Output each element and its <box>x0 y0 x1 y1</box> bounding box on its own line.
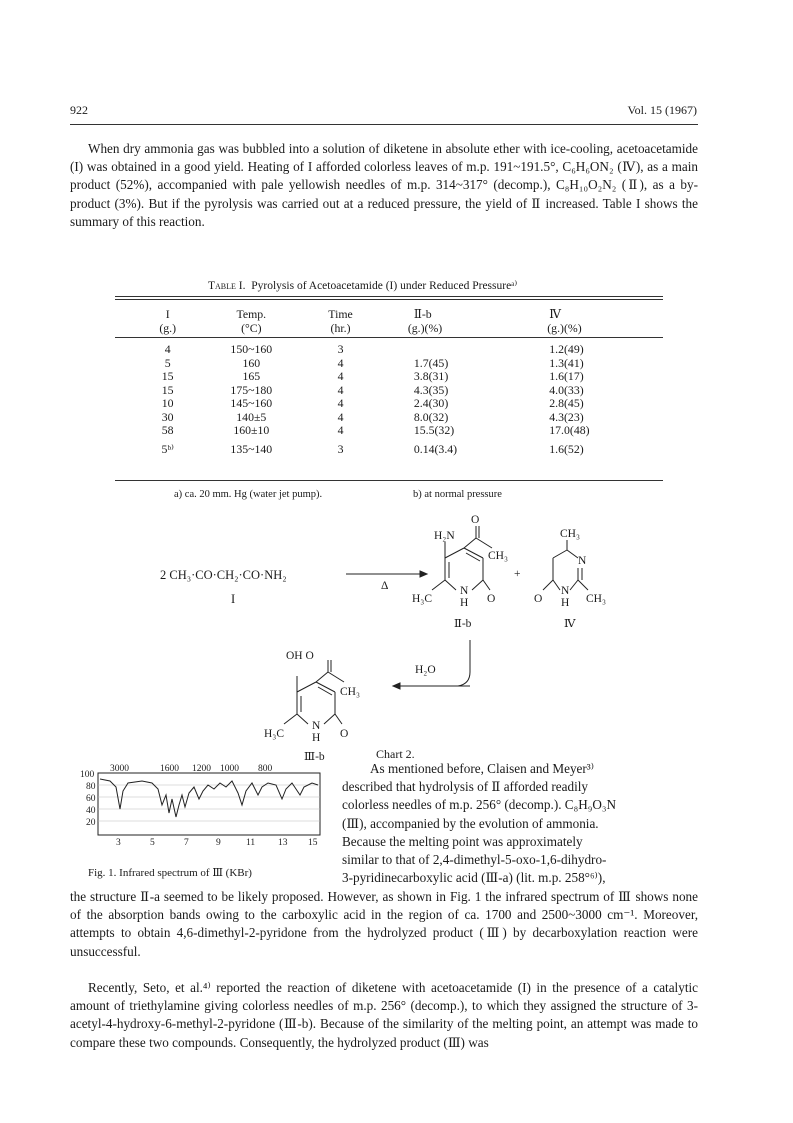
iv-n: N <box>561 585 570 597</box>
cell: 58 <box>161 423 174 437</box>
ir-y-tick: 20 <box>86 818 96 828</box>
plus-sign: + <box>514 568 521 580</box>
ir-y-tick: 40 <box>86 806 96 816</box>
col-header-i: I <box>165 307 170 321</box>
table-caption-prefix: Table I. <box>208 280 246 292</box>
iiib-n: N <box>312 720 321 732</box>
iiib-oh-o: OH O <box>286 650 314 662</box>
cell: 4.3(35) <box>413 382 449 397</box>
col-unit-time: (hr.) <box>330 320 351 335</box>
ir-bottom-tick: 15 <box>308 838 318 848</box>
cell: 5 <box>164 355 171 370</box>
cell: 160±10 <box>233 423 270 437</box>
para2-line: As mentioned before, Claisen and Meyer³⁾ <box>370 761 594 776</box>
ir-y-tick: 100 <box>80 770 95 780</box>
ir-bottom-tick: 13 <box>278 838 288 848</box>
table-footnote-b: b) at normal pressure <box>413 489 502 500</box>
cell: 0.14(3.4) <box>413 441 458 456</box>
cell: 160 <box>242 355 261 370</box>
para2-column <box>342 760 698 887</box>
cell: 4.3(23) <box>549 409 584 424</box>
iib-o-top: O <box>471 514 480 526</box>
iib-o-ring: O <box>487 593 496 605</box>
cell: 8.0(32) <box>413 409 449 424</box>
para2-continuation: the structure Ⅱ-a seemed to be likely proposed. However, as shown in Fig. 1 the infrared spectrum of Ⅲ shows none of the absorption bands owing to the carboxylic acid in the region of ca. 1700 and 2500~3000 cm⁻¹. Moreover, attempts to obtain 4,6-dimethyl-2-pyridone from the hydrolyzed product (Ⅲ) by decarboxylation reaction were unsuccessful. <box>70 889 698 959</box>
iib-ch3: CH₃ <box>488 550 508 562</box>
cell: 4.0(33) <box>549 382 584 397</box>
ir-top-tick: 1200 <box>192 764 211 774</box>
ir-spectrum-figure <box>80 764 326 855</box>
cell: 17.0(48) <box>549 423 590 437</box>
ir-grid <box>98 785 320 821</box>
iiib-o: O <box>340 728 349 740</box>
cell: 5ᵇ⁾ <box>161 441 174 456</box>
cell: 15 <box>161 382 174 397</box>
cell: 145~160 <box>230 396 273 410</box>
cell: 3 <box>337 441 344 456</box>
para2-line: 3-pyridinecarboxylic acid (Ⅲ-a) (lit. m.p. 258°⁶⁾), <box>342 870 606 886</box>
reaction-arrow-head <box>420 571 427 577</box>
cell: 1.3(41) <box>549 355 584 370</box>
cell: 1.7(45) <box>413 355 449 370</box>
cell: 3.8(31) <box>413 369 449 383</box>
cell: 4 <box>337 369 344 383</box>
cell: 10 <box>161 396 174 410</box>
ir-figure-caption: Fig. 1. Infrared spectrum of Ⅲ (KBr) <box>88 867 252 879</box>
water-label: H₂O <box>415 664 436 676</box>
cell: 4 <box>337 409 344 424</box>
cell: 30 <box>161 409 174 424</box>
col-unit-temp: (°C) <box>241 320 262 335</box>
col-unit-i: (g.) <box>159 320 177 335</box>
ir-bottom-tick: 11 <box>246 838 256 848</box>
iib-n: N <box>460 585 469 597</box>
para2-line: Because the melting point was approximately <box>342 833 583 849</box>
ir-top-tick: 1600 <box>160 764 179 774</box>
col-header-iib: Ⅱ-b <box>413 307 432 321</box>
cell: 135~140 <box>230 441 273 456</box>
ir-bottom-tick: 5 <box>150 838 155 848</box>
col-unit-iv: (g.)(%) <box>547 320 582 335</box>
col-header-temp: Temp. <box>236 307 267 321</box>
iiib-h: H <box>312 732 321 744</box>
para3 <box>70 979 698 1052</box>
iv-h: H <box>561 597 570 609</box>
para2-line: similar to that of 2,4-dimethyl-5-oxo-1,6-dihydro- <box>342 852 607 868</box>
journal-volume: Vol. 15 (1967) <box>627 103 697 117</box>
cell: 4 <box>337 423 344 437</box>
ring-IIIb <box>284 660 344 724</box>
table-footnote-a: a) ca. 20 mm. Hg (water jet pump). <box>174 489 323 500</box>
reactant-formula: 2 CH₃·CO·CH₂·CO·NH₂ <box>160 568 287 582</box>
cell: 1.6(52) <box>549 441 584 456</box>
reactant-label: I <box>231 592 236 606</box>
ir-y-tick: 60 <box>86 794 96 804</box>
iib-h2n: H₂N <box>434 530 455 542</box>
iiib-label: Ⅲ-b <box>304 751 325 763</box>
cell: 4 <box>337 382 344 397</box>
iiib-h3c: H₃C <box>264 728 284 740</box>
ir-top-tick: 3000 <box>110 764 129 774</box>
cell: 15.5(32) <box>413 423 455 437</box>
iv-o: O <box>534 593 543 605</box>
ir-spectrum-plot <box>80 764 326 855</box>
cell: 4 <box>337 355 344 370</box>
chart-caption: Chart 2. <box>376 747 415 761</box>
ir-y-tick: 80 <box>86 782 96 792</box>
ir-top-tick: 800 <box>258 764 273 774</box>
iv-ch3-top: CH₃ <box>560 528 580 540</box>
cell: 4 <box>164 342 171 356</box>
col-unit-iib: (g.)(%) <box>407 320 443 335</box>
iib-label: Ⅱ-b <box>454 618 472 630</box>
iib-h: H <box>460 597 469 609</box>
ir-bottom-tick: 7 <box>184 838 189 848</box>
page-number: 922 <box>70 103 88 117</box>
para2-line: colorless needles of m.p. 256° (decomp.). C₈H₉O₃N <box>342 797 616 813</box>
cell: 1.2(49) <box>549 342 584 356</box>
iv-n-top: N <box>578 555 587 567</box>
para2-line: described that hydrolysis of Ⅱ afforded readily <box>342 779 589 795</box>
cell: 165 <box>242 369 261 383</box>
col-header-time: Time <box>328 307 353 321</box>
iv-label: Ⅳ <box>564 618 576 630</box>
iv-ch3: CH₃ <box>586 593 606 605</box>
cell: 140±5 <box>236 409 267 424</box>
hydrolysis-arrow <box>458 640 470 686</box>
cell: 2.4(30) <box>413 396 449 410</box>
iib-h3c: H₃C <box>412 593 432 605</box>
col-header-iv: Ⅳ <box>549 307 562 321</box>
cell: 1.6(17) <box>549 369 584 383</box>
cell: 15 <box>161 369 174 383</box>
para3-text: Recently, Seto, et al.⁴⁾ reported the reaction of diketene with acetoacetamide (I) in the presence of a catalytic amount of triethylamine giving colorless needles of m.p. 256° (decomp.), to which they assigned the structure of 3-acetyl-4-hydroxy-6-methyl-2-pyridone (Ⅲ-b). Because of the similarity of the melting point, an attempt was made to compare these two compounds. Consequently, the hydrolyzed product (Ⅲ) was <box>70 980 698 1050</box>
cell: 150~160 <box>230 342 273 356</box>
heat-symbol: Δ <box>381 580 389 592</box>
cell: 3 <box>337 342 344 356</box>
ir-bottom-tick: 9 <box>216 838 221 848</box>
para2-line: (Ⅲ), accompanied by the evolution of ammonia. <box>342 815 599 831</box>
intro-text: When dry ammonia gas was bubbled into a solution of diketene in absolute ether with ice-cooling, acetoacetamide (I) was obtained in a good yield. Heating of I afforded colorless leaves of m.p. 191~191.5°, C₆H₆ON₂ (Ⅳ), as a main product (52%), accompanied with pale yellowish needles of m.p. 314~317° (decomp.), C₈H₁₀O₂N₂ (Ⅱ), as a by-product (3%). But if the pyrolysis was carried out at a reduced pressure, the yield of Ⅱ increased. Table I shows the summary of this reaction. <box>70 141 698 229</box>
cell: 4 <box>337 396 344 410</box>
ir-top-tick: 1000 <box>220 764 239 774</box>
cell: 175~180 <box>230 382 273 397</box>
ir-bottom-tick: 3 <box>116 838 121 848</box>
cell: 2.8(45) <box>549 396 584 410</box>
table-caption-text: Pyrolysis of Acetoacetamide (I) under Reduced Pressureᵃ⁾ <box>251 280 518 292</box>
iiib-ch3: CH₃ <box>340 686 360 698</box>
